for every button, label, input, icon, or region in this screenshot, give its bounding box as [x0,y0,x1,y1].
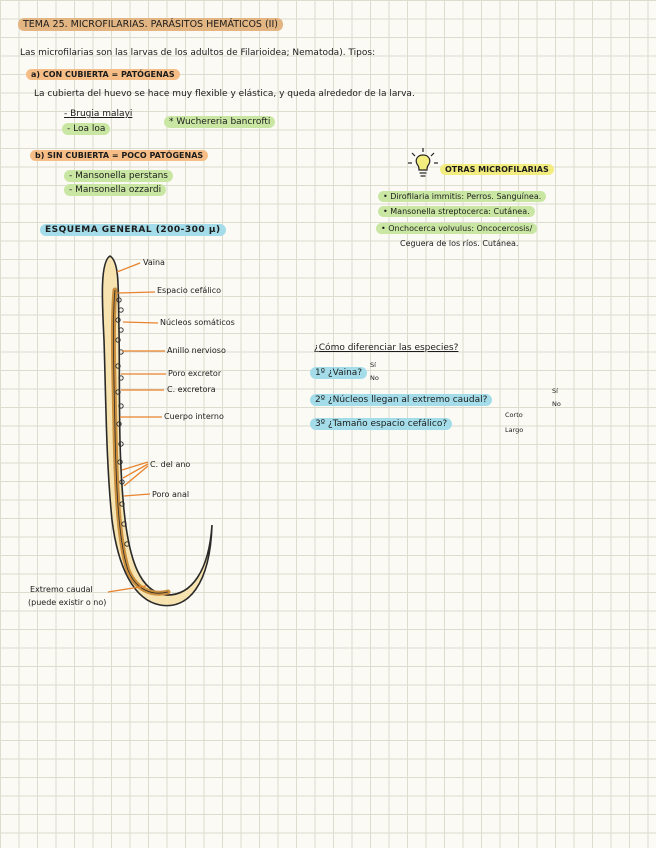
worm-sheath [102,256,212,606]
esquema-heading: ESQUEMA GENERAL (200-300 μ) [40,224,226,236]
label-poro-excretor: Poro excretor [168,369,222,378]
question-2-option: No [552,400,561,408]
section-a-text: La cubierta del huevo se hace muy flexible y elástica, y queda alrededor de la larva. [34,89,415,99]
label-cuerpo-interno: Cuerpo interno [164,412,224,421]
section-b-heading: b) SIN CUBIERTA = POCO PATÓGENAS [30,150,208,162]
otras-item: • Onchocerca volvulus: Oncocercosis/ [376,223,537,235]
label-cel-ano: C. del ano [150,460,191,469]
question-2: 2º ¿Núcleos llegan al extremo caudal? [310,394,492,406]
label-vaina: Vaina [143,258,165,267]
section-b-item: - Mansonella perstans [64,170,173,182]
question-1-option: No [370,374,379,382]
questions-heading: ¿Cómo diferenciar las especies? [314,343,459,353]
otras-item: Ceguera de los ríos. Cutánea. [400,239,519,248]
section-a-heading: a) CON CUBIERTA = PATÓGENAS [26,69,180,81]
section-b-item: - Mansonella ozzardi [64,184,166,196]
question-1: 1º ¿Vaina? [310,367,367,379]
otras-item: • Dirofilaria immitis: Perros. Sanguínea. [378,191,546,203]
page-title-text: TEMA 25. MICROFILARIAS. PARÁSITOS HEMÁTICOS (II) [18,18,283,31]
intro-text: Las microfilarias son las larvas de los adultos de Filarioidea; Nematoda). Tipos: [20,48,376,58]
vaina-line [117,263,140,272]
question-3-option: Largo [505,426,524,434]
poro-anal-line [124,494,150,496]
label-nucleos: Núcleos somáticos [160,318,235,327]
otras-item: • Mansonella streptocerca: Cutánea. [378,206,535,218]
label-extremo-nota: (puede existir o no) [28,598,107,607]
question-3: 3º ¿Tamaño espacio cefálico? [310,418,452,430]
label-anillo: Anillo nervioso [167,346,226,355]
question-3-option: Corto [505,411,523,419]
label-cel-excretora: C. excretora [167,385,216,394]
label-extremo-caudal: Extremo caudal [30,585,93,594]
label-poro-anal: Poro anal [152,490,190,499]
section-a-item: - Loa loa [62,123,110,135]
question-1-option: Sí [370,361,376,369]
nucleos-line [123,322,158,323]
section-a-star-item: * Wuchereria bancrofti [164,116,275,128]
label-espacio: Espacio cefálico [157,286,222,295]
otras-heading: OTRAS MICROFILARIAS [440,164,554,176]
espacio-line [118,292,155,293]
section-a-item: - Brugia malayi [64,109,133,119]
question-2-option: Sí [552,387,558,395]
